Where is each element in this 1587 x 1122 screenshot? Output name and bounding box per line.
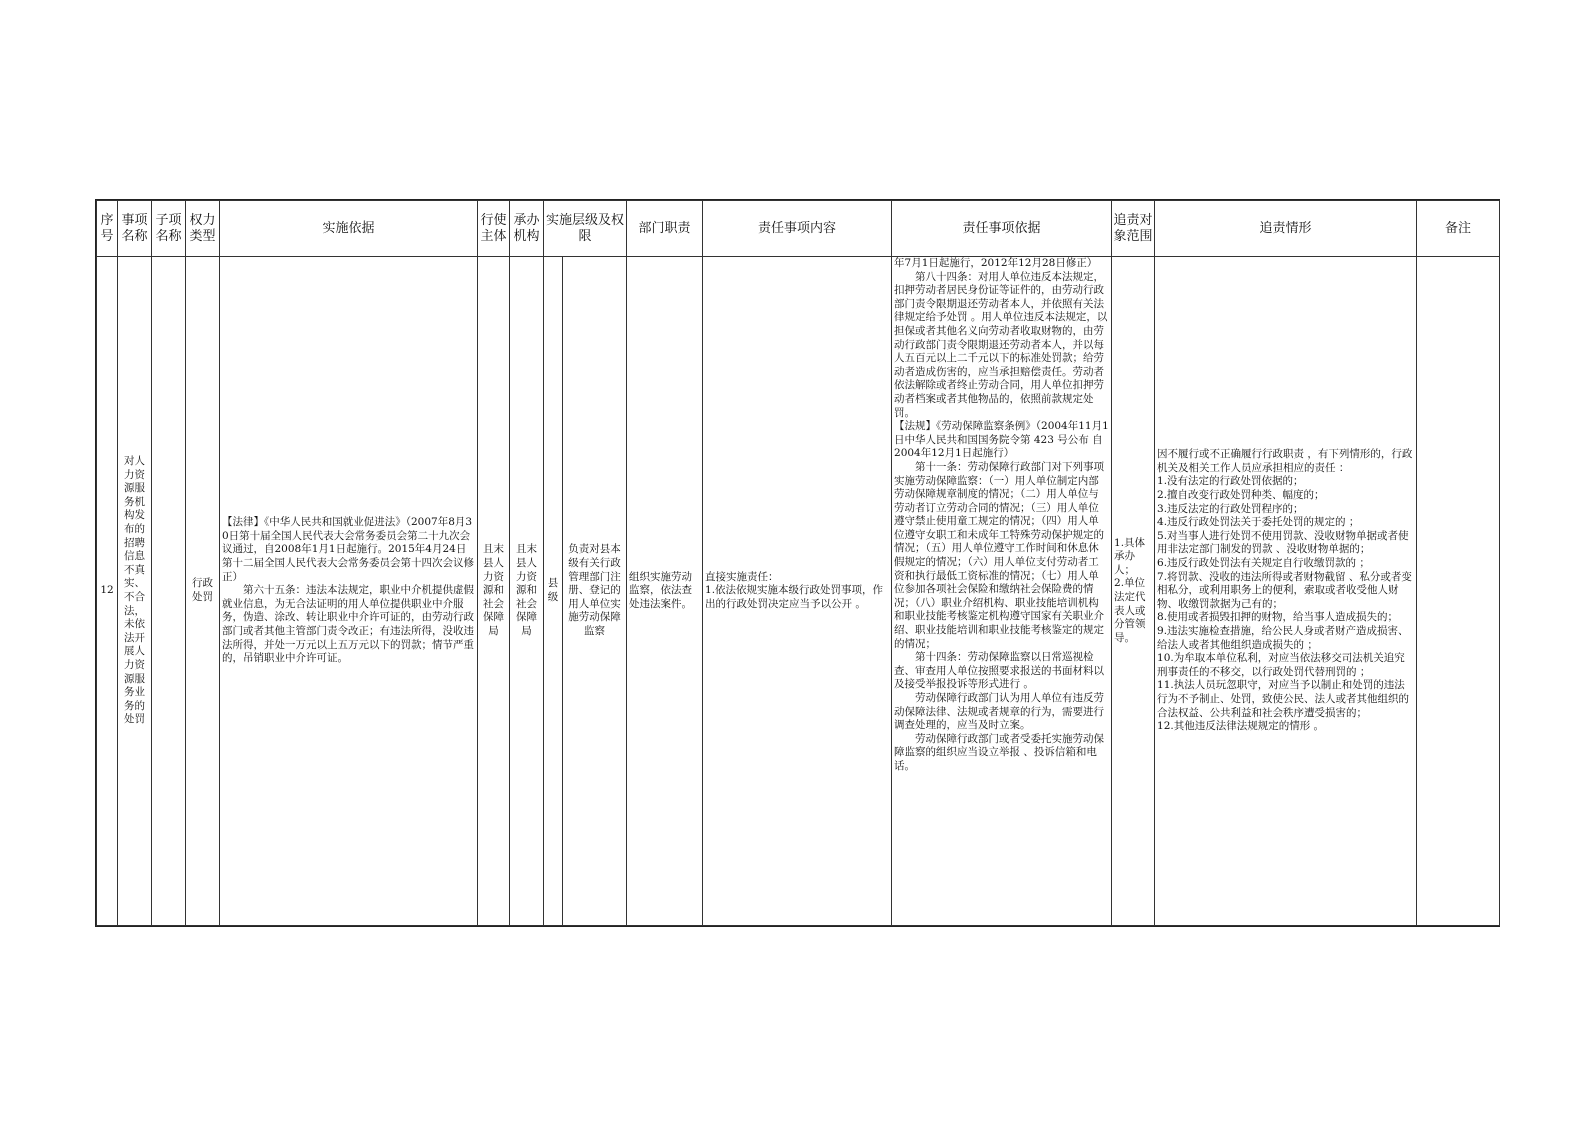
header-subject: 行使主体 bbox=[478, 201, 510, 257]
cell-scope: 1.具体承办人； 2.单位法定代表人或分管领导。 bbox=[1112, 257, 1155, 926]
cell-item-name: 对人力资源服务机构发布的招聘信息不真实、不合法，未依法开展人力资源服务业务的处罚 bbox=[118, 257, 152, 926]
header-seq: 序号 bbox=[97, 201, 118, 257]
cell-duty: 组织实施劳动监察，依法查处违法案件。 bbox=[627, 257, 703, 926]
cell-sub-name bbox=[152, 257, 186, 926]
header-resp-content: 责任事项内容 bbox=[703, 201, 892, 257]
table-row bbox=[97, 257, 1500, 926]
cell-resp-basis: 年7月1日起施行，2012年12月28日修正） 第八十四条：对用人单位违反本法规定，扣押劳动者居民身份证等证件的，由劳动行政部门责令限期退还劳动者本人，并依照有关法律规定给予处罚 。用人单位违反本法规定，以担保或者其他名义向劳动者收取财物的，由劳动行政部门责令限期退还劳动者本人，并以每人五百元以上二千元以下的标准处罚款；给劳动者造成伤害的，应当承担赔偿责任。劳动者依法解除或者终止劳动合同，用人单位扣押劳动者档案或者其他物品的，依照前款规定处罚。 【法规】《劳动保障监察条例》（2004年11月1日中华人民共和国国务院令第 423 号公布 自2004年12月1日起施行） 第十一条：劳动保障行政部门对下列事项实施劳动保障监察：（一）用人单位制定内部劳动保障规章制度的情况；（二）用人单位与劳动者订立劳动合同的情况；（三）用人单位遵守禁止使用童工规定的情况；（四）用人单位遵守女职工和未成年工特殊劳动保护规定的情况；（五）用人单位遵守工作时间和休息休假规定的情况；（六）用人单位支付劳动者工资和执行最低工资标准的情况；（七）用人单位参加各项社会保险和缴纳社会保险费的情况；（八）职业介绍机构、职业技能培训机构和职业技能考核鉴定机构遵守国家有关职业介绍、职业技能培训和职业技能考核鉴定的规定的情况； 第十四条：劳动保障监察以日常巡视检查、审查用人单位按照要求报送的书面材料以及接受举报投诉等形式进行 。 劳动保障行政部门认为用人单位有违反劳动保障法律、法规或者规章的行为，需要进行调查处理的，应当及时立案。 劳动保障行政部门或者受委托实施劳动保障监察的组织应当设立举报 、投诉信箱和电话。 bbox=[892, 257, 1112, 926]
cell-agency: 且末县人力资源和社会保障局 bbox=[510, 257, 544, 926]
cell-situation: 因不履行或不正确履行行政职责 ，有下列情形的，行政机关及相关工作人员应承担相应的责任 ： 1.没有法定的行政处罚依据的； 2.擅自改变行政处罚种类、幅度的； 3.违反法定的行政处罚程序的； 4.违反行政处罚法关于委托处罚的规定的 ； 5.对当事人进行处罚不使用罚款、没收财物单据或者使用非法定部门制发的罚款 、没收财物单据的； 6.违反行政处罚法有关规定自行收缴罚款的 ； 7.将罚款、没收的违法所得或者财物截留 、私分或者变相私分，或利用职务上的便利，索取或者收受他人财物、收缴罚款据为己有的； 8.使用或者损毁扣押的财物，给当事人造成损失的； 9.违法实施检查措施，给公民人身或者财产造成损害、给法人或者其他组织造成损失的 ； 10.为牟取本单位私利，对应当依法移交司法机关追究刑事责任的不移交，以行政处罚代替刑罚的 ； 11.执法人员玩忽职守，对应当予以制止和处罚的违法行为不予制止、处罚，致使公民、法人或者其他组织的合法权益、公共利益和社会秩序遭受损害的； 12.其他违反法律法规规定的情形 。 bbox=[1155, 257, 1417, 926]
cell-basis: 【法律】《中华人民共和国就业促进法》（2007年8月30日第十届全国人民代表大会常务委员会第二十九次会议通过，自2008年1月1日起施行。2015年4月24日第十二届全国人民代表大会常务委员会第十四次会议修正） 第六十五条：违法本法规定，职业中介机提供虚假就业信息，为无合法证明的用人单位提供职业中介服务，伪造、涂改、转让职业中介许可证的，由劳动行政部门或者其他主管部门责令改正；有违法所得，没收违法所得，并处一万元以上五万元以下的罚款；情节严重的，吊销职业中介许可证。 bbox=[220, 257, 478, 926]
header-duty: 部门职责 bbox=[627, 201, 703, 257]
header-agency: 承办机构 bbox=[510, 201, 544, 257]
cell-resp-content: 直接实施责任： 1.依法依规实施本级行政处罚事项，作出的行政处罚决定应当予以公开 。 bbox=[703, 257, 892, 926]
header-scope: 追责对象范围 bbox=[1112, 201, 1155, 257]
table-header-row bbox=[97, 201, 1500, 257]
cell-power-type: 行政处罚 bbox=[186, 257, 220, 926]
header-situation: 追责情形 bbox=[1155, 201, 1417, 257]
header-level: 实施层级及权限 bbox=[544, 201, 627, 257]
header-power-type: 权力类型 bbox=[186, 201, 220, 257]
header-item-name: 事项名称 bbox=[118, 201, 152, 257]
cell-seq: 12 bbox=[97, 257, 118, 926]
cell-level-label: 县级 bbox=[544, 257, 563, 926]
authority-list-table bbox=[96, 200, 1500, 926]
header-resp-basis: 责任事项依据 bbox=[892, 201, 1112, 257]
header-sub-name: 子项名称 bbox=[152, 201, 186, 257]
cell-note bbox=[1417, 257, 1500, 926]
header-basis: 实施依据 bbox=[220, 201, 478, 257]
authority-list-table-sheet bbox=[95, 199, 1500, 927]
header-note: 备注 bbox=[1417, 201, 1500, 257]
cell-subject: 且末县人力资源和社会保障局 bbox=[478, 257, 510, 926]
cell-level-text: 负责对县本级有关行政管理部门注册、登记的用人单位实施劳动保障监察 bbox=[563, 257, 627, 926]
